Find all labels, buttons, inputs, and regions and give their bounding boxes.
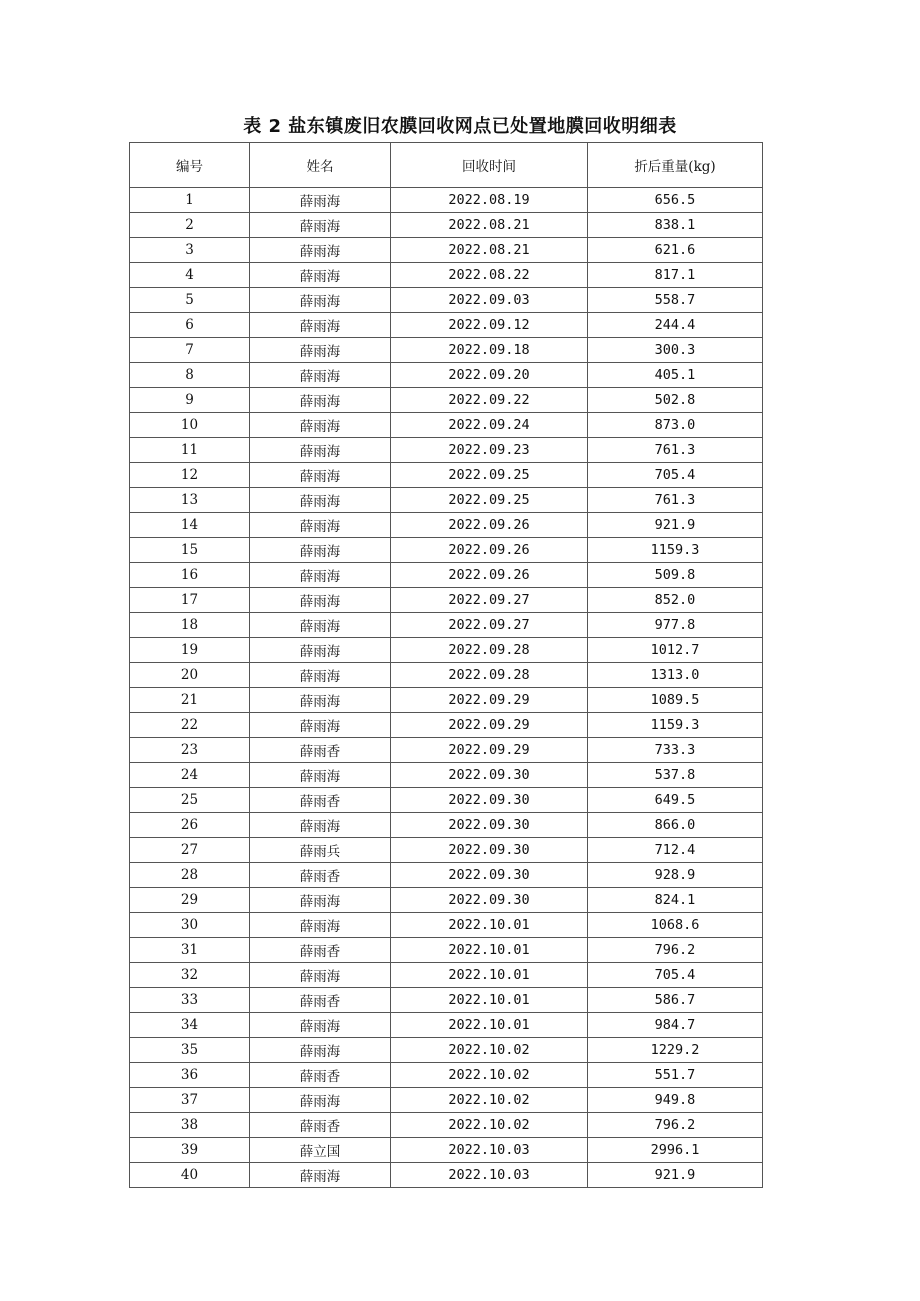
row-name-cell: 薛雨海: [250, 463, 391, 488]
row-name-cell: 薛雨海: [250, 588, 391, 613]
row-date-cell: 2022.09.30: [391, 763, 588, 788]
table-row: [130, 563, 763, 588]
row-weight-cell: 2996.1: [588, 1138, 763, 1163]
row-number-cell: 16: [130, 563, 250, 588]
row-number-cell: 10: [130, 413, 250, 438]
row-name-cell: 薛雨海: [250, 488, 391, 513]
row-name-cell: 薛雨海: [250, 313, 391, 338]
row-number-cell: 32: [130, 963, 250, 988]
table-row: [130, 213, 763, 238]
table-row: [130, 638, 763, 663]
row-weight-cell: 1313.0: [588, 663, 763, 688]
row-date-cell: 2022.09.30: [391, 863, 588, 888]
row-number-cell: 6: [130, 313, 250, 338]
row-date-cell: 2022.10.01: [391, 1013, 588, 1038]
row-name-cell: 薛雨海: [250, 213, 391, 238]
row-date-cell: 2022.10.01: [391, 988, 588, 1013]
table-row: [130, 613, 763, 638]
row-name-cell: 薛立国: [250, 1138, 391, 1163]
row-name-cell: 薛雨香: [250, 788, 391, 813]
row-weight-cell: 551.7: [588, 1063, 763, 1088]
row-date-cell: 2022.09.30: [391, 813, 588, 838]
row-name-cell: 薛雨香: [250, 1113, 391, 1138]
row-name-cell: 薛雨香: [250, 988, 391, 1013]
row-number-cell: 21: [130, 688, 250, 713]
row-date-cell: 2022.09.03: [391, 288, 588, 313]
row-number-cell: 7: [130, 338, 250, 363]
row-date-cell: 2022.08.19: [391, 188, 588, 213]
row-number-cell: 20: [130, 663, 250, 688]
table-body: [130, 188, 763, 1188]
table-row: [130, 688, 763, 713]
row-name-cell: 薛雨海: [250, 613, 391, 638]
row-date-cell: 2022.09.20: [391, 363, 588, 388]
row-name-cell: 薛雨海: [250, 1088, 391, 1113]
row-date-cell: 2022.09.30: [391, 788, 588, 813]
row-name-cell: 薛雨海: [250, 913, 391, 938]
table-row: [130, 388, 763, 413]
row-number-cell: 5: [130, 288, 250, 313]
row-number-cell: 38: [130, 1113, 250, 1138]
row-number-cell: 28: [130, 863, 250, 888]
table-row: [130, 713, 763, 738]
row-name-cell: 薛雨香: [250, 738, 391, 763]
table-row: [130, 488, 763, 513]
row-date-cell: 2022.08.22: [391, 263, 588, 288]
row-name-cell: 薛雨海: [250, 888, 391, 913]
row-name-cell: 薛雨海: [250, 388, 391, 413]
table-row: [130, 588, 763, 613]
row-weight-cell: 761.3: [588, 438, 763, 463]
row-weight-cell: 586.7: [588, 988, 763, 1013]
row-name-cell: 薛雨海: [250, 713, 391, 738]
table-row: [130, 1088, 763, 1113]
row-date-cell: 2022.09.26: [391, 563, 588, 588]
row-weight-cell: 1159.3: [588, 538, 763, 563]
row-number-cell: 13: [130, 488, 250, 513]
table-row: [130, 888, 763, 913]
table-row: [130, 263, 763, 288]
row-weight-cell: 1229.2: [588, 1038, 763, 1063]
row-number-cell: 27: [130, 838, 250, 863]
table-row: [130, 438, 763, 463]
row-name-cell: 薛雨海: [250, 338, 391, 363]
row-name-cell: 薛雨香: [250, 863, 391, 888]
row-number-cell: 36: [130, 1063, 250, 1088]
table-row: [130, 288, 763, 313]
row-name-cell: 薛雨海: [250, 813, 391, 838]
row-date-cell: 2022.10.03: [391, 1138, 588, 1163]
row-name-cell: 薛雨海: [250, 413, 391, 438]
table-row: [130, 463, 763, 488]
row-weight-cell: 838.1: [588, 213, 763, 238]
row-date-cell: 2022.09.23: [391, 438, 588, 463]
row-date-cell: 2022.09.27: [391, 613, 588, 638]
row-date-cell: 2022.09.30: [391, 838, 588, 863]
row-name-cell: 薛雨海: [250, 188, 391, 213]
row-name-cell: 薛雨海: [250, 538, 391, 563]
row-weight-cell: 712.4: [588, 838, 763, 863]
row-number-cell: 30: [130, 913, 250, 938]
row-weight-cell: 405.1: [588, 363, 763, 388]
table-row: [130, 1063, 763, 1088]
row-date-cell: 2022.09.25: [391, 463, 588, 488]
row-date-cell: 2022.10.02: [391, 1088, 588, 1113]
row-name-cell: 薛雨海: [250, 688, 391, 713]
row-weight-cell: 824.1: [588, 888, 763, 913]
row-weight-cell: 621.6: [588, 238, 763, 263]
row-number-cell: 19: [130, 638, 250, 663]
row-date-cell: 2022.09.29: [391, 688, 588, 713]
row-number-cell: 37: [130, 1088, 250, 1113]
row-weight-cell: 921.9: [588, 1163, 763, 1188]
row-weight-cell: 705.4: [588, 463, 763, 488]
header-recycle-date: 回收时间: [391, 143, 588, 188]
row-name-cell: 薛雨兵: [250, 838, 391, 863]
row-weight-cell: 705.4: [588, 963, 763, 988]
row-date-cell: 2022.09.18: [391, 338, 588, 363]
table-row: [130, 938, 763, 963]
row-name-cell: 薛雨海: [250, 638, 391, 663]
row-weight-cell: 1012.7: [588, 638, 763, 663]
row-number-cell: 2: [130, 213, 250, 238]
row-date-cell: 2022.10.02: [391, 1113, 588, 1138]
row-number-cell: 15: [130, 538, 250, 563]
row-date-cell: 2022.09.28: [391, 663, 588, 688]
table-row: [130, 988, 763, 1013]
row-date-cell: 2022.09.12: [391, 313, 588, 338]
header-number: 编号: [130, 143, 250, 188]
table-header: [130, 143, 763, 188]
table-row: [130, 1038, 763, 1063]
row-weight-cell: 761.3: [588, 488, 763, 513]
row-name-cell: 薛雨海: [250, 563, 391, 588]
row-number-cell: 25: [130, 788, 250, 813]
row-date-cell: 2022.10.03: [391, 1163, 588, 1188]
row-number-cell: 24: [130, 763, 250, 788]
row-name-cell: 薛雨海: [250, 963, 391, 988]
row-weight-cell: 558.7: [588, 288, 763, 313]
row-name-cell: 薛雨海: [250, 1163, 391, 1188]
row-name-cell: 薛雨海: [250, 363, 391, 388]
row-date-cell: 2022.09.25: [391, 488, 588, 513]
row-weight-cell: 817.1: [588, 263, 763, 288]
row-weight-cell: 796.2: [588, 1113, 763, 1138]
row-weight-cell: 949.8: [588, 1088, 763, 1113]
table-row: [130, 738, 763, 763]
row-weight-cell: 244.4: [588, 313, 763, 338]
row-name-cell: 薛雨香: [250, 938, 391, 963]
row-number-cell: 12: [130, 463, 250, 488]
row-date-cell: 2022.10.01: [391, 913, 588, 938]
row-name-cell: 薛雨海: [250, 763, 391, 788]
row-date-cell: 2022.08.21: [391, 238, 588, 263]
table-row: [130, 1113, 763, 1138]
row-weight-cell: 649.5: [588, 788, 763, 813]
row-weight-cell: 656.5: [588, 188, 763, 213]
row-number-cell: 39: [130, 1138, 250, 1163]
row-weight-cell: 509.8: [588, 563, 763, 588]
header-name: 姓名: [250, 143, 391, 188]
row-number-cell: 17: [130, 588, 250, 613]
row-date-cell: 2022.09.22: [391, 388, 588, 413]
row-date-cell: 2022.09.26: [391, 513, 588, 538]
row-number-cell: 8: [130, 363, 250, 388]
row-date-cell: 2022.09.26: [391, 538, 588, 563]
table-row: [130, 663, 763, 688]
table-row: [130, 238, 763, 263]
table-row: [130, 513, 763, 538]
row-weight-cell: 300.3: [588, 338, 763, 363]
table-row: [130, 813, 763, 838]
table-row: [130, 538, 763, 563]
row-number-cell: 14: [130, 513, 250, 538]
row-name-cell: 薛雨海: [250, 288, 391, 313]
table-row: [130, 963, 763, 988]
row-weight-cell: 984.7: [588, 1013, 763, 1038]
row-name-cell: 薛雨海: [250, 663, 391, 688]
row-weight-cell: 928.9: [588, 863, 763, 888]
table-row: [130, 763, 763, 788]
row-weight-cell: 852.0: [588, 588, 763, 613]
row-number-cell: 35: [130, 1038, 250, 1063]
table-row: [130, 1163, 763, 1188]
row-number-cell: 23: [130, 738, 250, 763]
row-weight-cell: 1089.5: [588, 688, 763, 713]
row-number-cell: 34: [130, 1013, 250, 1038]
row-weight-cell: 873.0: [588, 413, 763, 438]
row-number-cell: 18: [130, 613, 250, 638]
row-date-cell: 2022.09.29: [391, 713, 588, 738]
table-row: [130, 313, 763, 338]
row-name-cell: 薛雨香: [250, 1063, 391, 1088]
row-date-cell: 2022.10.01: [391, 963, 588, 988]
row-number-cell: 22: [130, 713, 250, 738]
table-row: [130, 338, 763, 363]
row-number-cell: 40: [130, 1163, 250, 1188]
row-date-cell: 2022.09.28: [391, 638, 588, 663]
row-name-cell: 薛雨海: [250, 263, 391, 288]
row-date-cell: 2022.08.21: [391, 213, 588, 238]
row-number-cell: 11: [130, 438, 250, 463]
row-number-cell: 4: [130, 263, 250, 288]
header-row: [130, 143, 763, 188]
row-weight-cell: 1068.6: [588, 913, 763, 938]
table-row: [130, 1013, 763, 1038]
row-date-cell: 2022.09.24: [391, 413, 588, 438]
table-row: [130, 188, 763, 213]
row-number-cell: 3: [130, 238, 250, 263]
table-title: 表 2 盐东镇废旧农膜回收网点已处置地膜回收明细表: [243, 116, 677, 137]
row-date-cell: 2022.10.01: [391, 938, 588, 963]
row-weight-cell: 921.9: [588, 513, 763, 538]
table-row: [130, 1138, 763, 1163]
row-name-cell: 薛雨海: [250, 1038, 391, 1063]
row-number-cell: 1: [130, 188, 250, 213]
row-number-cell: 29: [130, 888, 250, 913]
row-date-cell: 2022.10.02: [391, 1063, 588, 1088]
row-weight-cell: 537.8: [588, 763, 763, 788]
row-date-cell: 2022.09.27: [391, 588, 588, 613]
row-name-cell: 薛雨海: [250, 438, 391, 463]
row-weight-cell: 866.0: [588, 813, 763, 838]
row-weight-cell: 1159.3: [588, 713, 763, 738]
row-weight-cell: 733.3: [588, 738, 763, 763]
table-row: [130, 838, 763, 863]
header-weight: 折后重量(kg): [588, 143, 763, 188]
row-name-cell: 薛雨海: [250, 513, 391, 538]
row-weight-cell: 502.8: [588, 388, 763, 413]
table-row: [130, 788, 763, 813]
row-date-cell: 2022.10.02: [391, 1038, 588, 1063]
row-number-cell: 31: [130, 938, 250, 963]
row-number-cell: 26: [130, 813, 250, 838]
table-row: [130, 913, 763, 938]
row-weight-cell: 977.8: [588, 613, 763, 638]
row-name-cell: 薛雨海: [250, 238, 391, 263]
row-weight-cell: 796.2: [588, 938, 763, 963]
row-number-cell: 9: [130, 388, 250, 413]
row-number-cell: 33: [130, 988, 250, 1013]
recycling-detail-table: [129, 142, 763, 1188]
row-date-cell: 2022.09.29: [391, 738, 588, 763]
table-row: [130, 863, 763, 888]
row-name-cell: 薛雨海: [250, 1013, 391, 1038]
row-date-cell: 2022.09.30: [391, 888, 588, 913]
table-row: [130, 413, 763, 438]
table-row: [130, 363, 763, 388]
